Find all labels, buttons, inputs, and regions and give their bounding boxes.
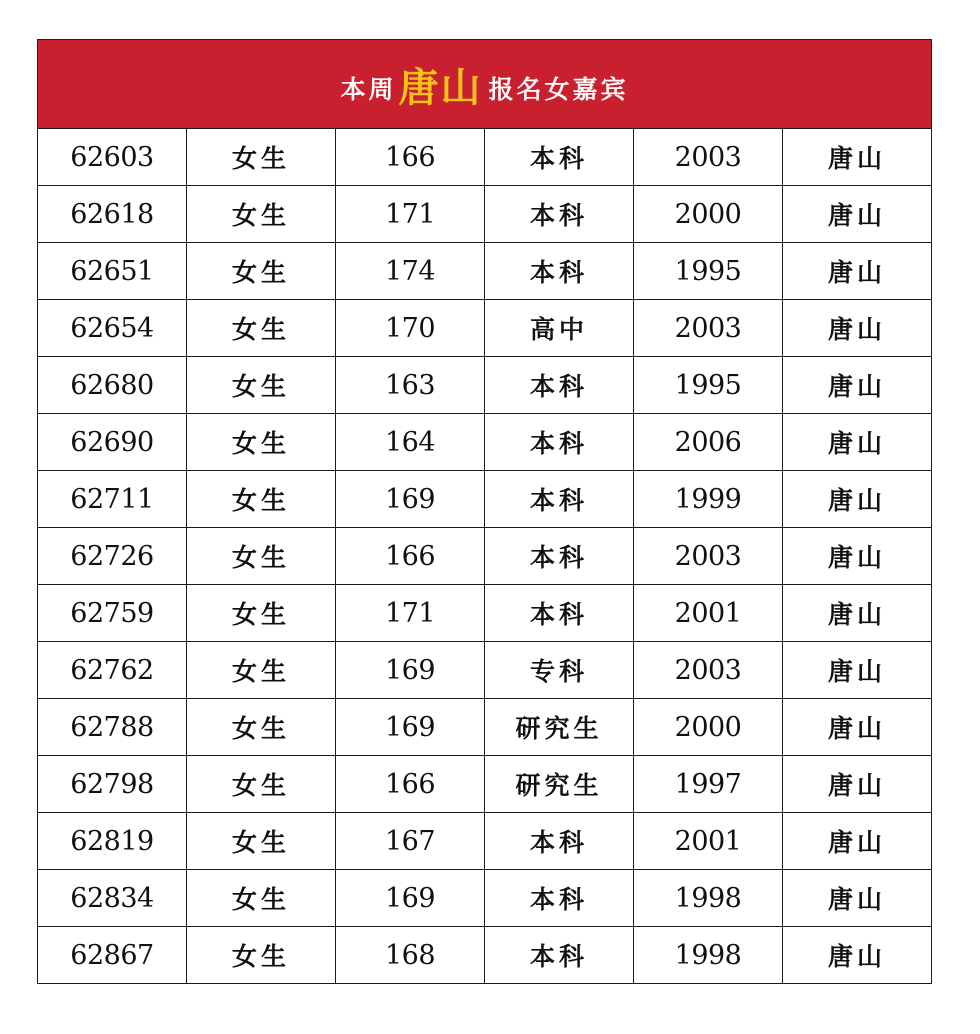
cell-city: 唐山 [783,243,932,300]
title-prefix: 本周 [340,75,397,104]
cell-birth-year: 2000 [634,699,783,756]
roster-sheet [37,39,932,984]
cell-member-id: 62819 [38,813,187,870]
cell-city: 唐山 [783,813,932,870]
cell-height: 163 [336,357,485,414]
cell-height: 168 [336,927,485,984]
cell-height: 166 [336,528,485,585]
cell-birth-year: 2000 [634,186,783,243]
cell-member-id: 62711 [38,471,187,528]
cell-gender: 女生 [187,528,336,585]
cell-gender: 女生 [187,699,336,756]
cell-city: 唐山 [783,528,932,585]
cell-member-id: 62680 [38,357,187,414]
cell-height: 166 [336,756,485,813]
cell-gender: 女生 [187,414,336,471]
cell-gender: 女生 [187,585,336,642]
cell-city: 唐山 [783,870,932,927]
cell-birth-year: 2001 [634,813,783,870]
table-row [38,129,932,186]
cell-birth-year: 2003 [634,528,783,585]
cell-education: 本科 [485,186,634,243]
cell-education: 研究生 [485,756,634,813]
cell-height: 169 [336,870,485,927]
cell-city: 唐山 [783,699,932,756]
cell-gender: 女生 [187,642,336,699]
table-row [38,756,932,813]
cell-city: 唐山 [783,642,932,699]
table-row [38,471,932,528]
cell-education: 研究生 [485,699,634,756]
cell-member-id: 62788 [38,699,187,756]
cell-gender: 女生 [187,129,336,186]
cell-birth-year: 1995 [634,357,783,414]
cell-member-id: 62759 [38,585,187,642]
cell-member-id: 62690 [38,414,187,471]
cell-education: 本科 [485,471,634,528]
cell-gender: 女生 [187,300,336,357]
title-suffix: 报名女嘉宾 [488,75,629,104]
cell-birth-year: 2001 [634,585,783,642]
cell-education: 本科 [485,243,634,300]
table-row [38,642,932,699]
table-row [38,585,932,642]
cell-gender: 女生 [187,357,336,414]
cell-gender: 女生 [187,186,336,243]
cell-city: 唐山 [783,471,932,528]
cell-member-id: 62726 [38,528,187,585]
table-row [38,186,932,243]
title-banner [37,39,932,128]
cell-gender: 女生 [187,870,336,927]
cell-city: 唐山 [783,357,932,414]
cell-education: 本科 [485,357,634,414]
table-row [38,357,932,414]
cell-city: 唐山 [783,756,932,813]
cell-member-id: 62654 [38,300,187,357]
cell-member-id: 62867 [38,927,187,984]
cell-education: 本科 [485,528,634,585]
roster-table-body [38,129,932,984]
cell-birth-year: 2006 [634,414,783,471]
table-row [38,813,932,870]
cell-gender: 女生 [187,756,336,813]
cell-gender: 女生 [187,927,336,984]
cell-education: 本科 [485,927,634,984]
cell-birth-year: 1998 [634,870,783,927]
cell-member-id: 62762 [38,642,187,699]
cell-height: 171 [336,585,485,642]
cell-birth-year: 1995 [634,243,783,300]
roster-table [37,128,932,984]
cell-city: 唐山 [783,129,932,186]
cell-height: 170 [336,300,485,357]
cell-birth-year: 2003 [634,300,783,357]
table-row [38,528,932,585]
table-row [38,870,932,927]
cell-height: 174 [336,243,485,300]
cell-education: 本科 [485,414,634,471]
cell-height: 164 [336,414,485,471]
title-city: 唐山 [398,64,483,111]
cell-birth-year: 1999 [634,471,783,528]
cell-member-id: 62618 [38,186,187,243]
cell-education: 本科 [485,585,634,642]
cell-education: 本科 [485,129,634,186]
cell-city: 唐山 [783,585,932,642]
cell-gender: 女生 [187,243,336,300]
cell-height: 169 [336,471,485,528]
cell-height: 167 [336,813,485,870]
table-row [38,927,932,984]
cell-birth-year: 2003 [634,642,783,699]
cell-education: 专科 [485,642,634,699]
cell-city: 唐山 [783,927,932,984]
cell-birth-year: 1998 [634,927,783,984]
table-row [38,300,932,357]
cell-height: 166 [336,129,485,186]
table-row [38,699,932,756]
cell-city: 唐山 [783,186,932,243]
cell-city: 唐山 [783,300,932,357]
cell-height: 169 [336,699,485,756]
cell-member-id: 62798 [38,756,187,813]
cell-member-id: 62603 [38,129,187,186]
cell-birth-year: 2003 [634,129,783,186]
cell-gender: 女生 [187,813,336,870]
cell-member-id: 62834 [38,870,187,927]
table-row [38,414,932,471]
cell-height: 171 [336,186,485,243]
cell-height: 169 [336,642,485,699]
cell-birth-year: 1997 [634,756,783,813]
cell-education: 本科 [485,870,634,927]
cell-education: 本科 [485,813,634,870]
cell-city: 唐山 [783,414,932,471]
cell-member-id: 62651 [38,243,187,300]
table-row [38,243,932,300]
cell-gender: 女生 [187,471,336,528]
cell-education: 高中 [485,300,634,357]
